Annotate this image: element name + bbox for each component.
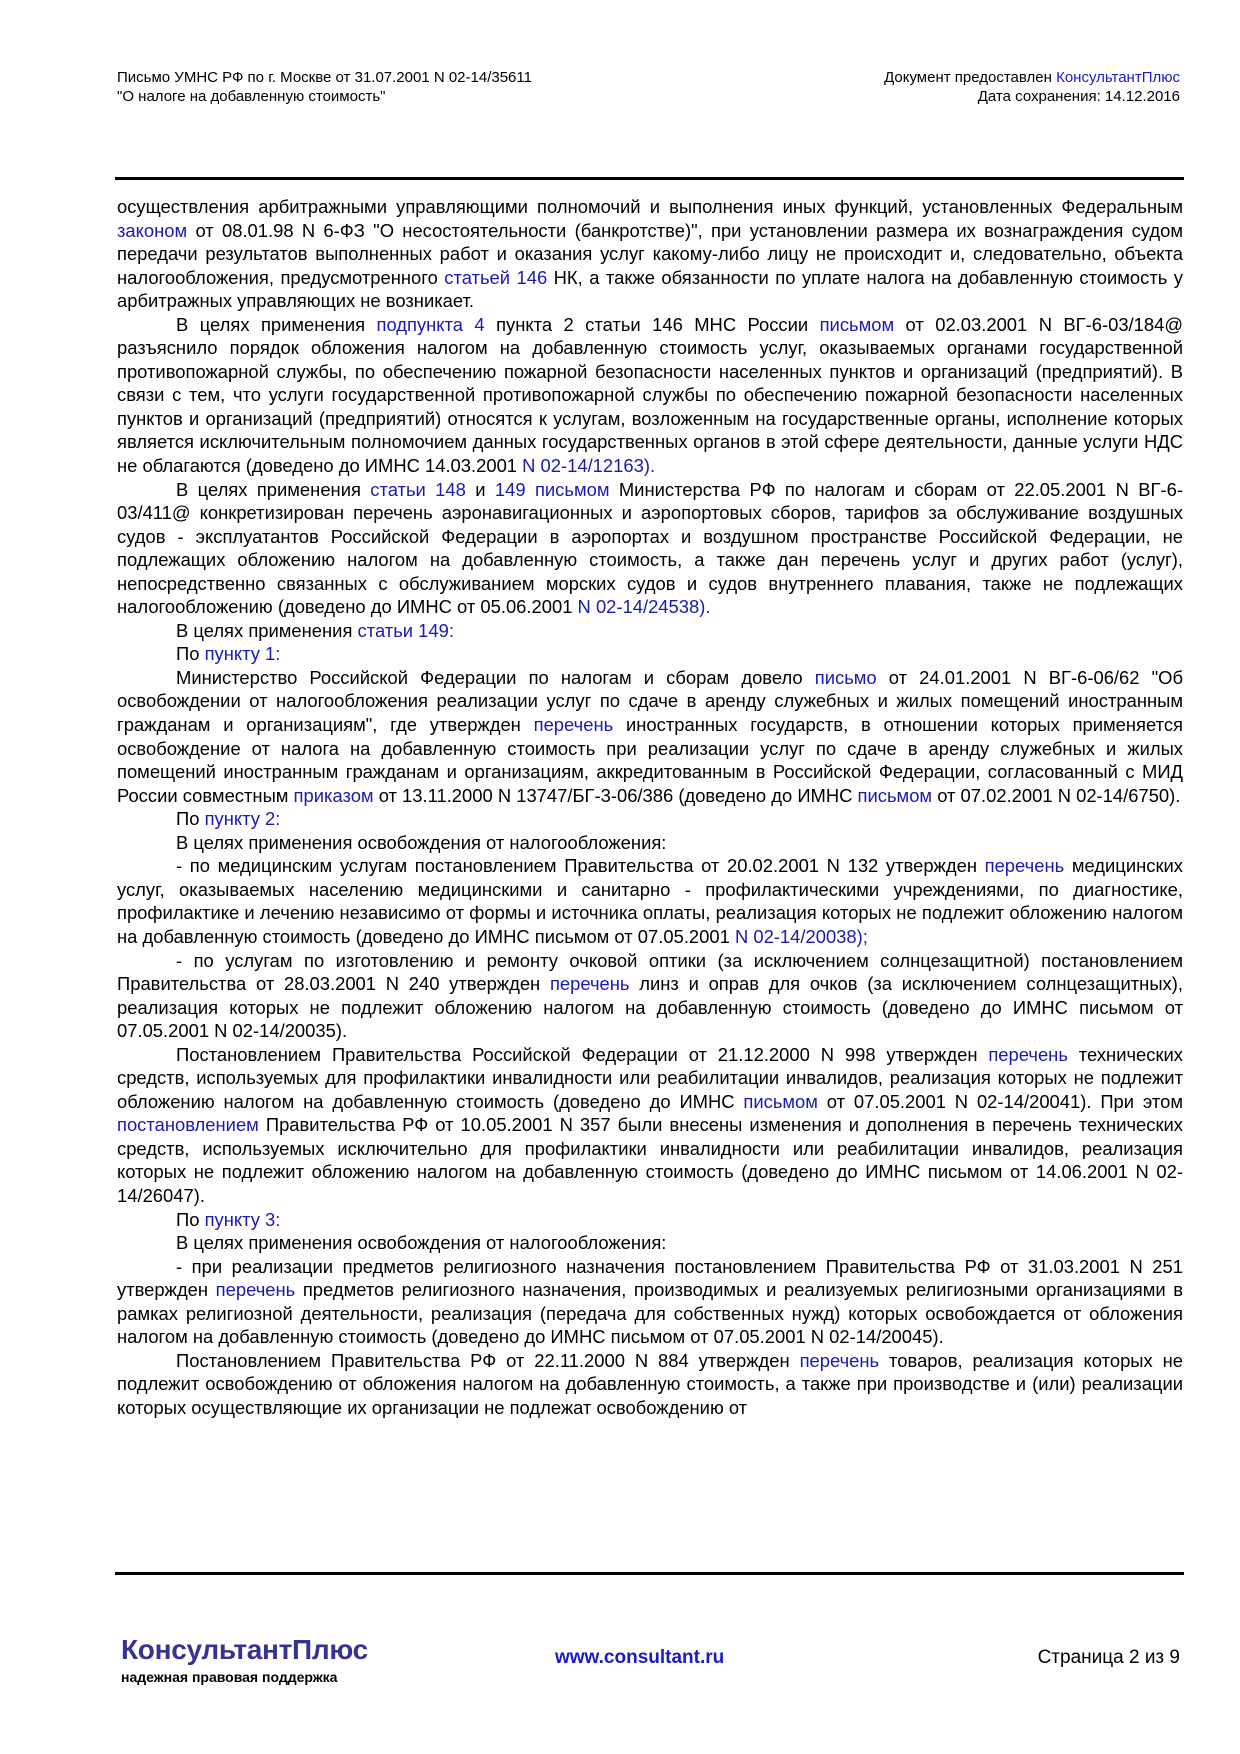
paragraph-text: В целях применения освобождения от налогообложения: — [176, 1232, 667, 1254]
paragraph-text: В целях применения — [176, 619, 358, 641]
paragraph — [117, 478, 1183, 619]
paragraph-text: товаров, реализация которых не подлежит освобождению от обложения налогом на добавленную стоимость, а также при производстве и (или) реализации которых осуществляющие их организации не подлежат освобождению от — [117, 1349, 1183, 1418]
reference-link[interactable]: подпункта 4 — [376, 313, 485, 335]
footer-divider — [115, 1572, 1184, 1575]
paragraph — [117, 195, 1183, 313]
reference-link[interactable]: перечень — [984, 855, 1065, 877]
paragraph-text: от 13.11.2000 N 13747/БГ-3-06/386 (доведено до ИМНС — [373, 784, 858, 806]
reference-link[interactable]: постановлением — [117, 1114, 259, 1136]
paragraph-text: Постановлением Правительства Российской Федерации от 21.12.2000 N 998 утвержден — [176, 1043, 989, 1065]
brand-link[interactable]: КонсультантПлюс — [1056, 69, 1180, 86]
paragraph-text: По — [176, 643, 205, 665]
paragraph-text: В целях применения — [176, 313, 377, 335]
paragraph-text: от 08.01.98 N 6-ФЗ "О несостоятельности (банкротстве)", при установлении размера их вознаграждения судом передачи результатов выполненных работ и оказания услуг какому-либо лицу не происходит и, следовательно, объекта налогообложения, предусмотренного — [117, 219, 1183, 288]
reference-link[interactable]: перечень — [533, 714, 614, 736]
paragraph-text: - по медицинским услугам постановлением Правительства от 20.02.2001 N 132 утвержден — [176, 855, 985, 877]
paragraph — [117, 642, 1183, 666]
paragraph — [117, 1208, 1183, 1232]
reference-link[interactable]: статьи 148 — [370, 478, 466, 500]
document-body — [117, 195, 1183, 1419]
paragraph — [117, 1043, 1183, 1208]
reference-link[interactable]: : — [275, 1208, 281, 1230]
paragraph-text: и — [465, 478, 495, 500]
reference-link[interactable]: 149 — [494, 478, 526, 500]
paragraph-text: иностранных государств, в отношении которых применяется освобождение от налога на добавленную стоимость при реализации услуг по сдаче в аренду служебных и жилых помещений иностранным гражданам и организациям, аккредитованным в Российской Федерации, согласованный с МИД России совместным — [117, 714, 1183, 806]
provided-by — [884, 68, 1180, 87]
save-date: Дата сохранения: 14.12.2016 — [977, 88, 1180, 105]
reference-link[interactable]: N 02-14/24538). — [577, 596, 711, 618]
paragraph — [117, 854, 1183, 948]
paragraph — [117, 949, 1183, 1043]
reference-link[interactable]: письмом — [819, 313, 895, 335]
paragraph-text: пункта 2 статьи 146 МНС России — [484, 313, 820, 335]
paragraph — [117, 1231, 1183, 1255]
reference-link[interactable]: пункту 1 — [204, 643, 276, 665]
reference-link[interactable]: законом — [117, 219, 188, 241]
paragraph — [117, 313, 1183, 478]
reference-link[interactable]: N 02-14/12163). — [522, 455, 656, 477]
reference-link[interactable]: перечень — [799, 1349, 880, 1371]
paragraph-text: предметов религиозного назначения, производимых и реализуемых религиозными организациями в рамках религиозной деятельности, реализация (передача для собственных нужд) которых освобождается от обложения налогом на добавленную стоимость (доведено до ИМНС письмом от 07.05.2001 N 02-14/20045). — [117, 1279, 1183, 1348]
document-title-line1: Письмо УМНС РФ по г. Москве от 31.07.2001 N 02-14/35611 — [117, 69, 532, 86]
reference-link[interactable]: статьей 146 — [444, 266, 548, 288]
paragraph-text: Постановлением Правительства РФ от 22.11.2000 N 884 утвержден — [176, 1349, 800, 1371]
page-number: Страница 2 из 9 — [1037, 1647, 1180, 1668]
paragraph — [117, 1349, 1183, 1420]
paragraph — [117, 807, 1183, 831]
paragraph-text: от 07.05.2001 N 02-14/20041). При этом — [817, 1090, 1183, 1112]
paragraph-text — [526, 479, 535, 500]
paragraph — [117, 619, 1183, 643]
reference-link[interactable]: N 02-14/20038); — [734, 925, 868, 947]
paragraph-text: медицинских услуг, оказываемых населению медицинскими и санитарно - профилактическими учреждениями, по диагностике, профилактике и лечению независимо от формы и источника оплаты, реализация которых не подлежит обложению налогом на добавленную стоимость (доведено до ИМНС письмом от 07.05.2001 — [117, 855, 1183, 947]
paragraph-text: Правительства РФ от 10.05.2001 N 357 были внесены изменения и дополнения в перечень технических средств, используемых исключительно для профилактики инвалидности или реабилитации инвалидов, реализация которых не подлежит обложению налогом на добавленную стоимость (доведено до ИМНС письмом от 14.06.2001 N 02-14/26047). — [117, 1114, 1183, 1206]
header-divider — [115, 177, 1184, 180]
footer-logo — [121, 1634, 368, 1686]
paragraph-text: НК, а также обязанности по уплате налога на добавленную стоимость у арбитражных управляющих не возникает. — [117, 266, 1183, 312]
paragraph-text: - при реализации предметов религиозного назначения постановлением Правительства РФ от 31.03.2001 N 251 утвержден — [117, 1255, 1183, 1301]
paragraph-text: технических средств, используемых для профилактики инвалидности или реабилитации инвалидов, реализация которых не подлежит обложению налогом на добавленную стоимость (доведено до ИМНС — [117, 1043, 1183, 1112]
reference-link[interactable]: : — [275, 643, 281, 665]
reference-link[interactable]: приказом — [293, 784, 374, 806]
provided-by-prefix: Документ предоставлен — [884, 69, 1057, 86]
reference-link[interactable]: письмо — [814, 666, 877, 688]
paragraph-text: По — [176, 1208, 205, 1230]
logo-tagline: надежная правовая поддержка — [121, 1669, 338, 1685]
reference-link[interactable]: : — [448, 619, 454, 641]
reference-link[interactable]: : — [275, 808, 281, 830]
reference-link[interactable]: перечень — [988, 1043, 1068, 1065]
reference-link[interactable]: статьи 149 — [357, 619, 449, 641]
reference-link[interactable]: перечень — [215, 1279, 296, 1301]
paragraph-text: от 02.03.2001 N ВГ-6-03/184@ разъяснило порядок обложения налогом на добавленную стоимость услуг, оказываемых органами государственной противопожарной службы, по обеспечению пожарной безопасности населенных пунктов и организаций (предприятий). В связи с тем, что услуги государственной противопожарной службы по обеспечению пожарной безопасности населенных пунктов и организаций (предприятий) относятся к услугам, возложенным на государственные органы, исполнение которых является исключительным полномочием данных государственных органов в этой сфере деятельности, данные услуги НДС не облагаются (доведено до ИМНС 14.03.2001 — [117, 313, 1184, 477]
document-title-line2: "О налоге на добавленную стоимость" — [117, 88, 386, 105]
paragraph — [117, 831, 1183, 855]
paragraph-text: - по услугам по изготовлению и ремонту очковой оптики (за исключением солнцезащитной) постановлением Правительства от 28.03.2001 N 240 утвержден — [117, 949, 1183, 995]
paragraph-text: По — [176, 808, 205, 830]
website-link[interactable]: www.consultant.ru — [555, 1647, 725, 1668]
paragraph-text: Министерства РФ по налогам и сборам от 22.05.2001 N ВГ-6-03/411@ конкретизирован перечень аэронавигационных и аэропортовых сборов, тарифов за обслуживание воздушных судов - эксплуатантов Российской Федерации в аэропортах и воздушном пространстве Российской Федерации, не подлежащих обложению налогом на добавленную стоимость, а также дан перечень услуг и других работ (услуг), непосредственно связанных с обслуживанием морских судов и судов внутреннего плавания, также не подлежащих налогообложению (доведено до ИМНС от 05.06.2001 — [117, 478, 1183, 618]
paragraph-text: Министерство Российской Федерации по налогам и сборам довело — [176, 666, 815, 688]
reference-link[interactable]: письмом — [743, 1090, 818, 1112]
paragraph-text: линз и оправ для очков (за исключением солнцезащитных), реализация которых не подлежит обложению налогом на добавленную стоимость (доведено до ИМНС письмом от 07.05.2001 N 02-14/20035). — [117, 973, 1183, 1042]
reference-link[interactable]: пункту 2 — [204, 808, 276, 830]
reference-link[interactable]: письмом — [534, 478, 610, 500]
paragraph-text: осуществления арбитражными управляющими полномочий и выполнения иных функций, установленных Федеральным — [117, 196, 1183, 217]
reference-link[interactable]: пункту 3 — [204, 1208, 276, 1230]
document-header-title — [117, 68, 532, 106]
paragraph — [117, 666, 1183, 807]
paragraph-text: от 24.01.2001 N ВГ-6-06/62 "Об освобождении от налогообложения реализации услуг по сдаче в аренду служебных и жилых помещений иностранным гражданам и организациям", где утвержден — [117, 666, 1183, 736]
logo-name: КонсультантПлюс — [121, 1634, 368, 1665]
paragraph — [117, 1255, 1183, 1349]
paragraph-text: В целях применения — [176, 478, 371, 500]
paragraph-text: В целях применения освобождения от налогообложения: — [176, 831, 667, 853]
document-header-meta — [884, 68, 1180, 106]
reference-link[interactable]: перечень — [549, 973, 630, 995]
paragraph-text: от 07.02.2001 N 02-14/6750). — [932, 784, 1181, 806]
reference-link[interactable]: письмом — [857, 784, 933, 806]
